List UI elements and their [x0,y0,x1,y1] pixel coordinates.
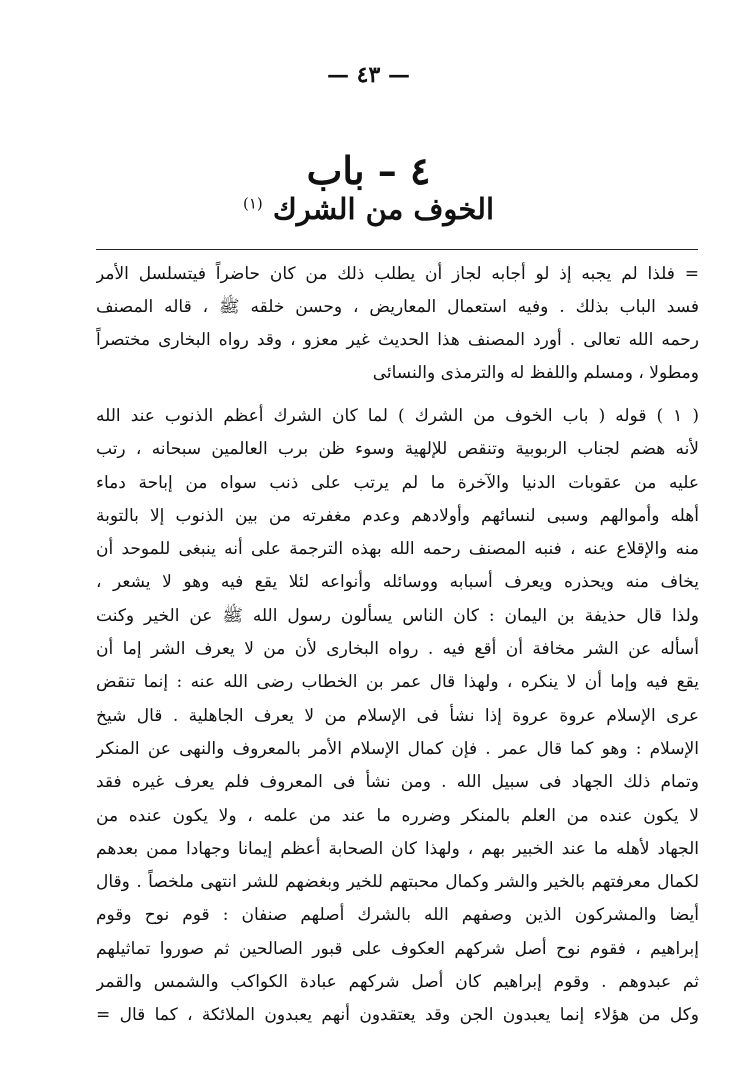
text-line: = فلذا لم يجبه إذ لو أجابه لجاز أن يطلب ذلك من كان حاضراً فيتسلسل الأمر [96,264,699,284]
text-line: وكل من هؤلاء إنما يعبدون الجن وقد يعتقدون أنهم يعبدون الملائكة ، كما قال = [96,1005,699,1026]
text-line: عرى الإسلام عروة عروة إذا نشأ فى الإسلام من لا يعرف الجاهلية . قال شيخ [96,705,699,726]
text-line: يقع فيه وإما أن لا ينكره ، ولهذا قال عمر بن الخطاب رضى الله عنه : إنما تنقض [96,672,699,693]
text-line: يخاف منه ويحذره ويعرف أسبابه ووسائله وأنواعه لئلا يقع فيه وهو لا يشعر ، [96,572,699,593]
text-line: لا يكون عنده من العلم بالمنكر وضرره ما عند من علمه ، ولا يكون عنده من [96,805,699,826]
text-line: أيضا والمشركون الذين وصفهم الله بالشرك أصلهم صنفان : قوم نوح وقوم [96,905,699,926]
chapter-number: ٤ – باب [306,148,431,193]
text-line: وتمام ذلك الجهاد فى سبيل الله . ومن نشأ فى المعروف فلم يعرف غيره فقد [96,772,699,793]
footnote-continuation [96,258,699,390]
text-line: لكمال معرفتهم بالخير والشر وكمال محبتهم للخير وبغضهم للشر انتهى ملخصاً . وقال [96,872,699,893]
text-line: ولذا قال حذيفة بن اليمان : كان الناس يسألون رسول الله ﷺ عن الخير وكنت [96,605,699,626]
text-line: إبراهيم ، فقوم نوح أصل شركهم العكوف على قبور الصالحين ثم صوروا تماثيلهم [96,938,699,959]
page-number: — ٤٣ — [327,62,410,88]
commentary-text [96,400,699,1033]
footnote-marker: (١) [242,194,263,213]
text-line: لأنه هضم لجناب الربوبية وتنقص للإلهية وسوء ظن برب العالمين سبحانه ، رتب [96,439,699,460]
text-line: فسد الباب بذلك . وفيه استعمال المعاريض ، وحسن خلقه ﷺ ، قاله المصنف [96,297,699,317]
chapter-title [0,192,737,226]
text-line: عليه من عقوبات الدنيا والآخرة ما لم يرتب على ذنب سواه من إباحة دماء [96,472,699,493]
text-line: ومطولا ، ومسلم واللفظ له والترمذى والنسائى [372,363,699,383]
text-line: منه والإقلاع عنه ، فنبه المصنف رحمه الله بهذه الترجمة على أنه ينبغى للموحد أن [96,539,699,560]
text-line: ثم عبدوهم . وقوم إبراهيم كان أصل شركهم عبادة الكواكب والشمس والقمر [96,972,699,993]
chapter-title-text: الخوف من الشرك [272,192,494,226]
text-line: ( ١ ) قوله ( باب الخوف من الشرك ) لما كان الشرك أعظم الذنوب عند الله [96,406,699,426]
text-line: أهله وأموالهم وسبى لنسائهم وأولادهم وعدم مغفرته من بين الذنوب إلا بالتوبة [96,505,699,526]
text-line: رحمه الله تعالى . أورد المصنف هذا الحديث غير معزو ، وقد رواه البخارى مختصراً [96,330,699,350]
text-line: الجهاد لأهله ما عند الخبير بهم ، ولهذا كان الصحابة أعظم إيمانا وجهادا ممن بعدهم [96,838,699,859]
divider-rule [96,249,698,250]
text-line: أسأله عن الشر مخافة أن أقع فيه . رواه البخارى لأن من لا يعرف الشر إما أن [96,639,699,660]
text-line: الإسلام : وهو كما قال عمر . فإن كمال الإسلام الأمر بالمعروف والنهى عن المنكر [96,738,699,759]
